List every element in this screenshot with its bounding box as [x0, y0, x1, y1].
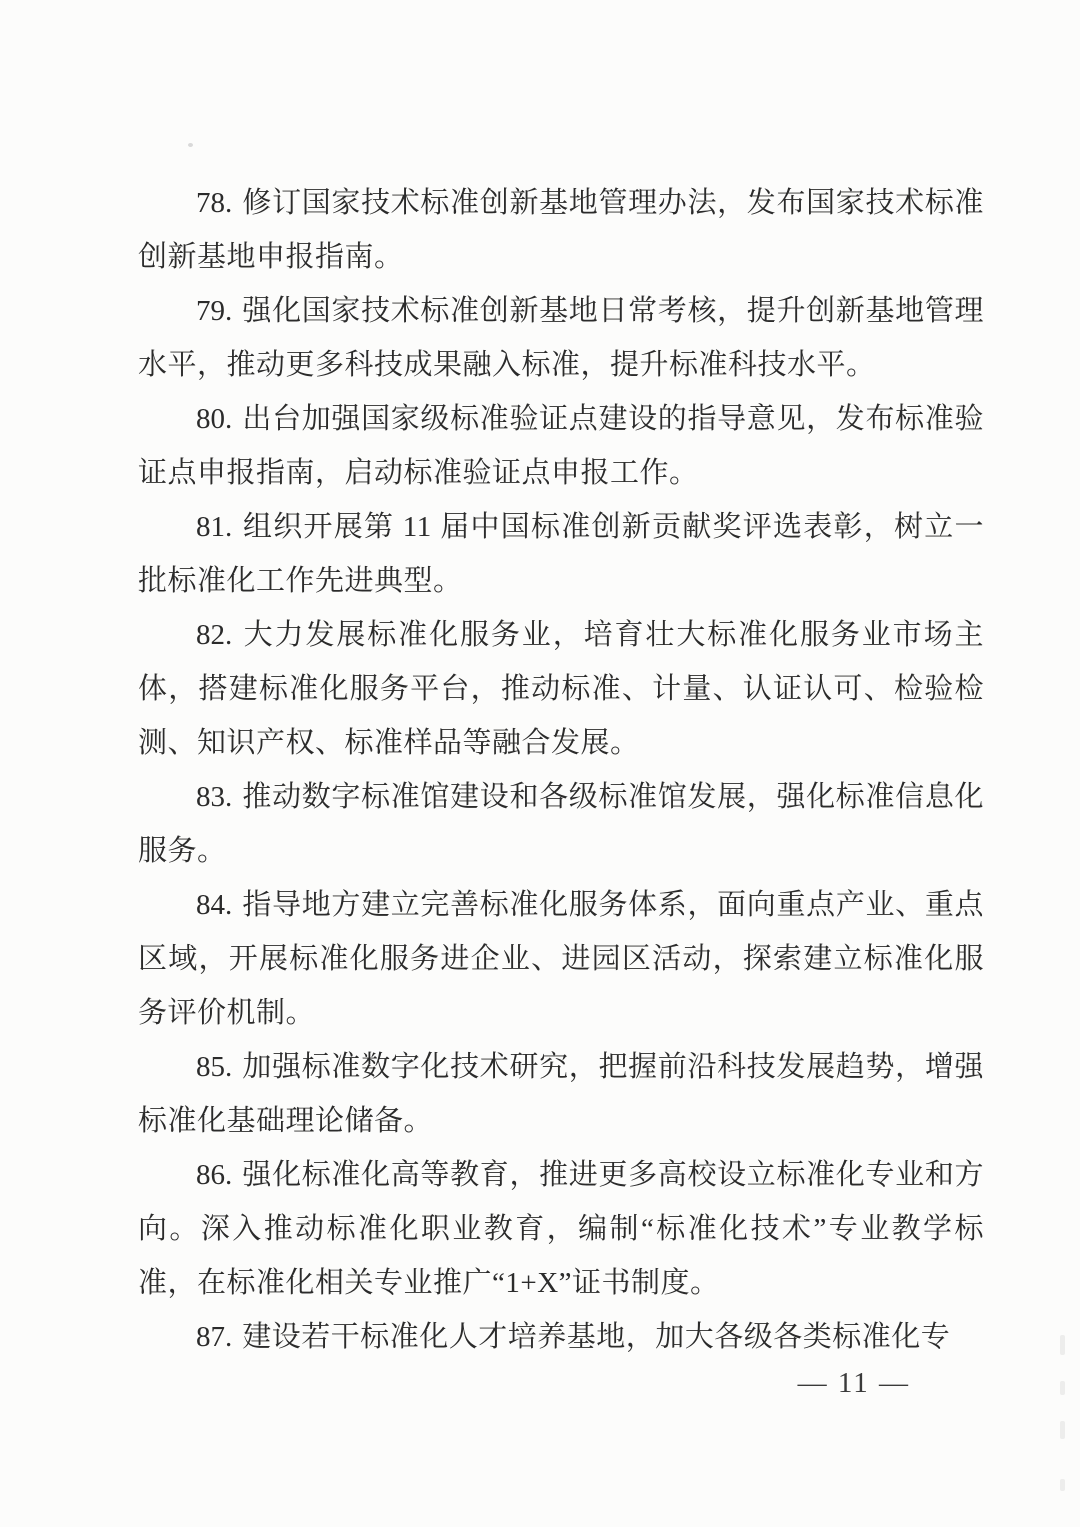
item-number: 83.: [196, 781, 233, 813]
item-text: 组织开展第 11 届中国标准创新贡献奖评选表彰，树立一批标准化工作先进典型。: [138, 511, 984, 597]
page-number: — 11 —: [797, 1367, 910, 1399]
item-text: 大力发展标准化服务业，培育壮大标准化服务业市场主体，搭建标准化服务平台，推动标准、计量、认证认可、检验检测、知识产权、标准样品等融合发展。: [138, 619, 984, 759]
list-item-83: [138, 770, 984, 878]
item-number: 87.: [196, 1321, 233, 1353]
document-body: [138, 176, 984, 1364]
item-text: 建设若干标准化人才培养基地，加大各级各类标准化专: [242, 1321, 951, 1353]
item-number: 79.: [196, 295, 233, 327]
list-item-85: [138, 1040, 984, 1148]
item-text: 出台加强国家级标准验证点建设的指导意见，发布标准验证点申报指南，启动标准验证点申报工作。: [138, 403, 984, 489]
item-text: 强化标准化高等教育，推进更多高校设立标准化专业和方向。深入推动标准化职业教育，编制“标准化技术”专业教学标准，在标准化相关专业推广“1+X”证书制度。: [138, 1159, 984, 1299]
item-number: 81.: [196, 511, 233, 543]
scan-speck: [1060, 1381, 1065, 1395]
list-item-87: [138, 1310, 984, 1364]
scan-speck: [1060, 1479, 1065, 1491]
list-item-79: [138, 284, 984, 392]
scan-speck: [188, 143, 193, 147]
item-number: 82.: [196, 619, 233, 651]
list-item-84: [138, 878, 984, 1040]
list-item-86: [138, 1148, 984, 1310]
item-text: 推动数字标准馆建设和各级标准馆发展，强化标准信息化服务。: [138, 781, 984, 867]
item-number: 86.: [196, 1159, 233, 1191]
item-number: 78.: [196, 187, 233, 219]
item-number: 80.: [196, 403, 233, 435]
item-number: 85.: [196, 1051, 233, 1083]
item-text: 修订国家技术标准创新基地管理办法，发布国家技术标准创新基地申报指南。: [138, 187, 984, 273]
item-text: 加强标准数字化技术研究，把握前沿科技发展趋势，增强标准化基础理论储备。: [138, 1051, 984, 1137]
item-text: 指导地方建立完善标准化服务体系，面向重点产业、重点区域，开展标准化服务进企业、进园区活动，探索建立标准化服务评价机制。: [138, 889, 984, 1029]
item-number: 84.: [196, 889, 233, 921]
scan-edge-artifacts: [1060, 1335, 1066, 1517]
list-item-81: [138, 500, 984, 608]
list-item-78: [138, 176, 984, 284]
scan-speck: [1060, 1335, 1065, 1355]
list-item-82: [138, 608, 984, 770]
scan-speck: [1060, 1421, 1065, 1439]
list-item-80: [138, 392, 984, 500]
item-text: 强化国家技术标准创新基地日常考核，提升创新基地管理水平，推动更多科技成果融入标准，提升标准科技水平。: [138, 295, 984, 381]
